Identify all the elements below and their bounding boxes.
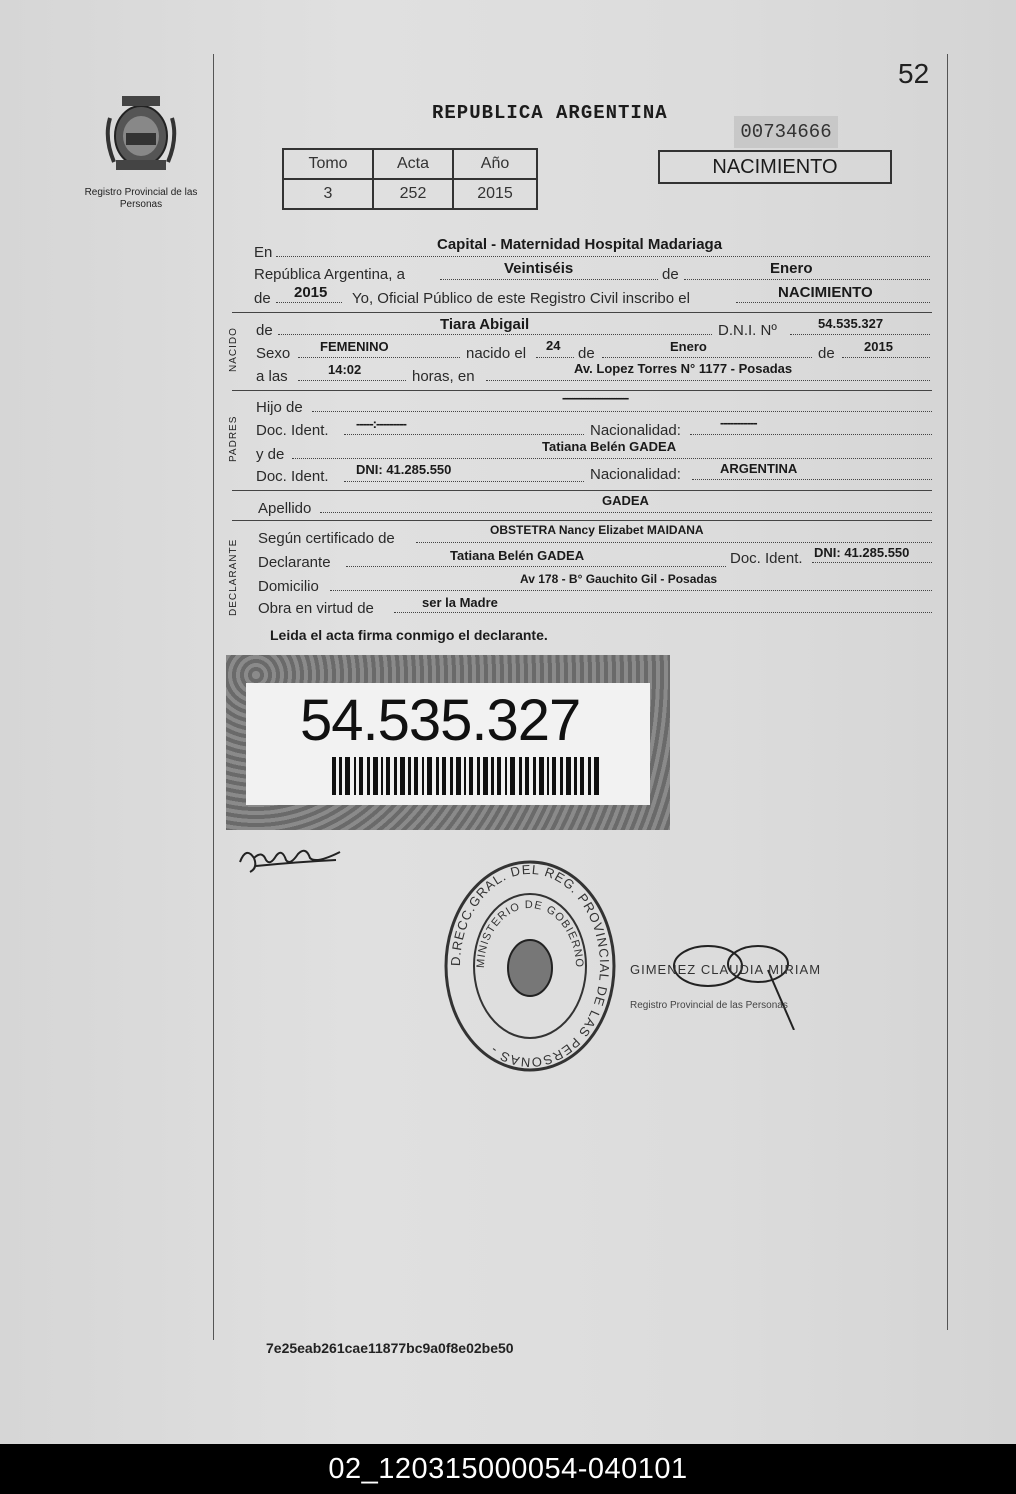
serial-number: 00734666: [734, 116, 838, 148]
yde-label: y de: [256, 446, 285, 463]
nacido-el-label: nacido el: [466, 345, 527, 362]
dotted-line: [602, 357, 812, 358]
official-signature-block: [628, 940, 848, 1030]
birth-month-value: Enero: [670, 339, 707, 354]
sticker-number: 54.535.327: [300, 688, 581, 753]
child-dni-value: 54.535.327: [818, 316, 884, 331]
official-signature-icon: [648, 940, 808, 1030]
seal-outer-text: D.RECC.GRAL. DEL REG. PROVINCIAL DE LAS PERSONAS -: [447, 861, 613, 1071]
nac1-label: Nacionalidad:: [590, 422, 681, 439]
seal-inner-text: MINISTERIO DE GOBIERNO: [474, 898, 586, 969]
section-divider: [232, 312, 932, 313]
acta-header: Acta: [373, 149, 453, 179]
de-label: de: [818, 345, 835, 362]
birth-year-value: 2015: [864, 339, 893, 354]
declarante-label: Declarante: [258, 554, 331, 571]
dotted-line: [684, 279, 930, 280]
day-words-value: Veintiséis: [504, 260, 574, 277]
obra-label: Obra en virtud de: [258, 600, 374, 617]
anio-header: Año: [453, 149, 537, 179]
section-divider: [232, 490, 932, 491]
tomo-header: Tomo: [283, 149, 373, 179]
de-label: de: [662, 266, 679, 283]
footer-code: 02_120315000054-040101: [0, 1444, 1016, 1494]
dotted-line: [346, 566, 726, 567]
nacido-side-label: NACIDO: [228, 327, 239, 372]
inscribo-value: NACIMIENTO: [778, 284, 873, 301]
tomo-value: 3: [283, 179, 373, 209]
dotted-line: [486, 380, 930, 381]
alas-label: a las: [256, 368, 288, 385]
doc1-label: Doc. Ident.: [256, 422, 329, 439]
father-nationality-value: -----------: [720, 415, 757, 430]
birth-day-value: 24: [546, 338, 561, 353]
mother-name-value: Tatiana Belén GADEA: [542, 439, 677, 454]
dni-label: D.N.I. Nº: [718, 322, 777, 339]
domicilio-label: Domicilio: [258, 578, 319, 595]
padres-side-label: PADRES: [228, 415, 239, 462]
child-name-value: Tiara Abigail: [440, 316, 530, 333]
certificado-value: OBSTETRA Nancy Elizabet MAIDANA: [490, 523, 704, 537]
provincial-crest-icon: [96, 88, 186, 178]
dotted-line: [276, 302, 342, 303]
dotted-line: [536, 357, 574, 358]
birth-time-value: 14:02: [328, 362, 362, 377]
dotted-line: [790, 334, 930, 335]
dotted-line: [292, 458, 932, 459]
dotted-line: [394, 612, 932, 613]
dotted-line: [692, 479, 932, 480]
republica-label: República Argentina, a: [254, 266, 405, 283]
closing-statement: Leida el acta firma conmigo el declarante.: [270, 627, 548, 643]
nac2-label: Nacionalidad:: [590, 466, 681, 483]
declarante-value: Tatiana Belén GADEA: [450, 548, 585, 563]
dotted-line: [320, 512, 932, 513]
dotted-line: [736, 302, 930, 303]
dotted-line: [842, 357, 930, 358]
en-label: En: [254, 244, 273, 261]
declarante-side-label: DECLARANTE: [228, 538, 239, 616]
dotted-line: [416, 542, 932, 543]
record-type: NACIMIENTO: [658, 150, 892, 184]
register-value-row: [283, 179, 537, 209]
month-value: Enero: [770, 260, 813, 277]
declarante-doc-label: Doc. Ident.: [730, 550, 803, 567]
apellido-value: GADEA: [602, 493, 649, 508]
acta-value: 252: [373, 179, 453, 209]
horas-label: horas, en: [412, 368, 475, 385]
nacido-de-label: de: [256, 322, 273, 339]
declarante-doc-value: DNI: 41.285.550: [814, 545, 910, 560]
barcode-icon: [332, 757, 600, 795]
dotted-line: [312, 411, 932, 412]
register-table: [282, 148, 538, 210]
domicilio-value: Av 178 - B° Gauchito Gil - Posadas: [520, 572, 718, 586]
dotted-line: [440, 279, 658, 280]
birth-address-value: Av. Lopez Torres N° 1177 - Posadas: [574, 361, 793, 376]
sticker-label: [246, 683, 650, 805]
document-hash: 7e25eab261cae11877bc9a0f8e02be50: [266, 1340, 514, 1356]
page-number: 52: [898, 58, 930, 89]
dotted-line: [278, 334, 712, 335]
right-margin-line: [947, 54, 948, 1330]
year-value: 2015: [294, 284, 328, 301]
official-name: GIMENEZ CLAUDIA MIRIAM: [630, 962, 822, 977]
apellido-label: Apellido: [258, 500, 312, 517]
mother-doc-value: DNI: 41.285.550: [356, 462, 452, 477]
dni-sticker: [226, 655, 670, 830]
de-label: de: [254, 290, 271, 307]
sexo-label: Sexo: [256, 345, 291, 362]
document-title: REPUBLICA ARGENTINA: [432, 102, 668, 124]
official-seal-icon: [440, 856, 620, 1076]
obra-value: ser la Madre: [422, 595, 498, 610]
handwritten-signature-icon: [236, 832, 346, 882]
father-name-value: ----------------------------: [562, 390, 628, 405]
mother-nationality-value: ARGENTINA: [720, 461, 798, 476]
father-doc-value: -----:---------: [356, 416, 406, 431]
segun-label: Según certificado de: [258, 530, 395, 547]
doc2-label: Doc. Ident.: [256, 468, 329, 485]
sexo-value: FEMENINO: [320, 339, 389, 354]
dotted-line: [330, 590, 932, 591]
logo-caption: Registro Provincial de las Personas: [84, 187, 198, 210]
official-office: Registro Provincial de las Personas: [630, 1000, 788, 1011]
place-value: Capital - Maternidad Hospital Madariaga: [437, 236, 723, 253]
register-header-row: [283, 149, 537, 179]
dotted-line: [690, 434, 932, 435]
dotted-line: [344, 481, 584, 482]
dotted-line: [298, 380, 406, 381]
hijo-label: Hijo de: [256, 399, 303, 416]
dotted-line: [344, 434, 584, 435]
left-margin-line: [213, 54, 214, 1340]
dotted-line: [812, 562, 932, 563]
dotted-line: [276, 256, 930, 257]
de-label: de: [578, 345, 595, 362]
anio-value: 2015: [453, 179, 537, 209]
dotted-line: [298, 357, 460, 358]
inscribo-label: Yo, Oficial Público de este Registro Civil inscribo el: [352, 290, 690, 307]
section-divider: [232, 520, 932, 521]
